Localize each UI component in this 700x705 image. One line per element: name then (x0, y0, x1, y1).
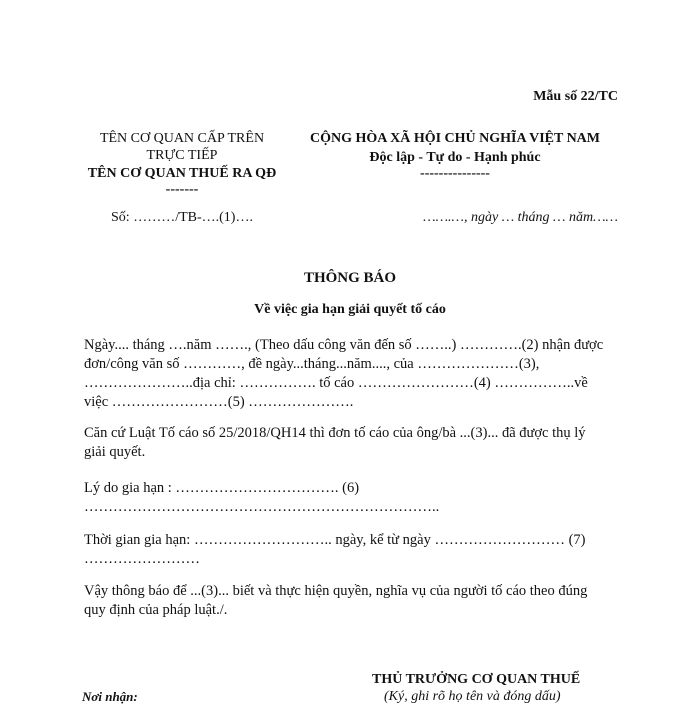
place-date-line: …….…, ngày … tháng … năm…… (423, 210, 618, 225)
signer-title: THỦ TRƯỞNG CƠ QUAN THUẾ (372, 672, 581, 687)
left-header-line2: TRỰC TIẾP (146, 148, 218, 163)
recipient-label: Nơi nhận: (82, 689, 138, 704)
country-name: CỘNG HÒA XÃ HỘI CHỦ NGHĨA VIỆT NAM (309, 131, 600, 146)
paragraph-receipt (84, 336, 618, 412)
paragraph-line: Lý do gia hạn : ……………………………. (6) (84, 480, 360, 496)
issuing-agency-name: TÊN CƠ QUAN THUẾ RA QĐ (87, 166, 277, 181)
paragraph-line: Thời gian gia hạn: ……………………….. ngày, kể từ ngày ……………………… (7) (84, 532, 586, 548)
national-motto: Độc lập - Tự do - Hạnh phúc (369, 150, 541, 165)
paragraph-line: quy định của pháp luật./. (84, 602, 228, 618)
document-subtitle: Về việc gia hạn giải quyết tố cáo (254, 302, 446, 317)
paragraph-line: Căn cứ Luật Tố cáo số 25/2018/QH14 thì đơn tố cáo của ông/bà ...(3)... đã được thụ lý (84, 425, 586, 441)
paragraph-line: …………………… (84, 551, 200, 567)
paragraph-line: Ngày.... tháng ….năm ……., (Theo dấu công văn đến số ……..) ………….(2) nhận được (84, 337, 604, 353)
paragraph-extension-period (84, 531, 618, 569)
paragraph-line: việc ……………………(5) …………………. (84, 394, 354, 410)
signer-note: (Ký, ghi rõ họ tên và đóng dấu) (384, 689, 561, 704)
paragraph-extension-reason (84, 479, 618, 517)
paragraph-line: Vậy thông báo để ...(3)... biết và thực hiện quyền, nghĩa vụ của người tố cáo theo đúng (84, 583, 588, 599)
document-title: THÔNG BÁO (303, 270, 397, 286)
form-code: Mẫu số 22/TC (533, 89, 618, 104)
paragraph-line: ……………………………………………………………….. (84, 499, 440, 515)
right-header-divider: --------------- (420, 166, 490, 181)
paragraph-line: …………………..địa chỉ: ……………. tố cáo ……………………(4) ……………..về (84, 375, 588, 391)
paragraph-line: giải quyết. (84, 444, 146, 460)
paragraph-line: đơn/công văn số …………, đề ngày...tháng...năm...., của …………………(3), (84, 356, 540, 372)
paragraph-legal-basis (84, 424, 618, 462)
left-header-line1: TÊN CƠ QUAN CẤP TRÊN (99, 131, 265, 146)
paragraph-conclusion (84, 582, 618, 620)
left-header-divider: ------- (165, 182, 199, 197)
document-number: Số: ………/TB-….(1)…. (111, 210, 253, 225)
